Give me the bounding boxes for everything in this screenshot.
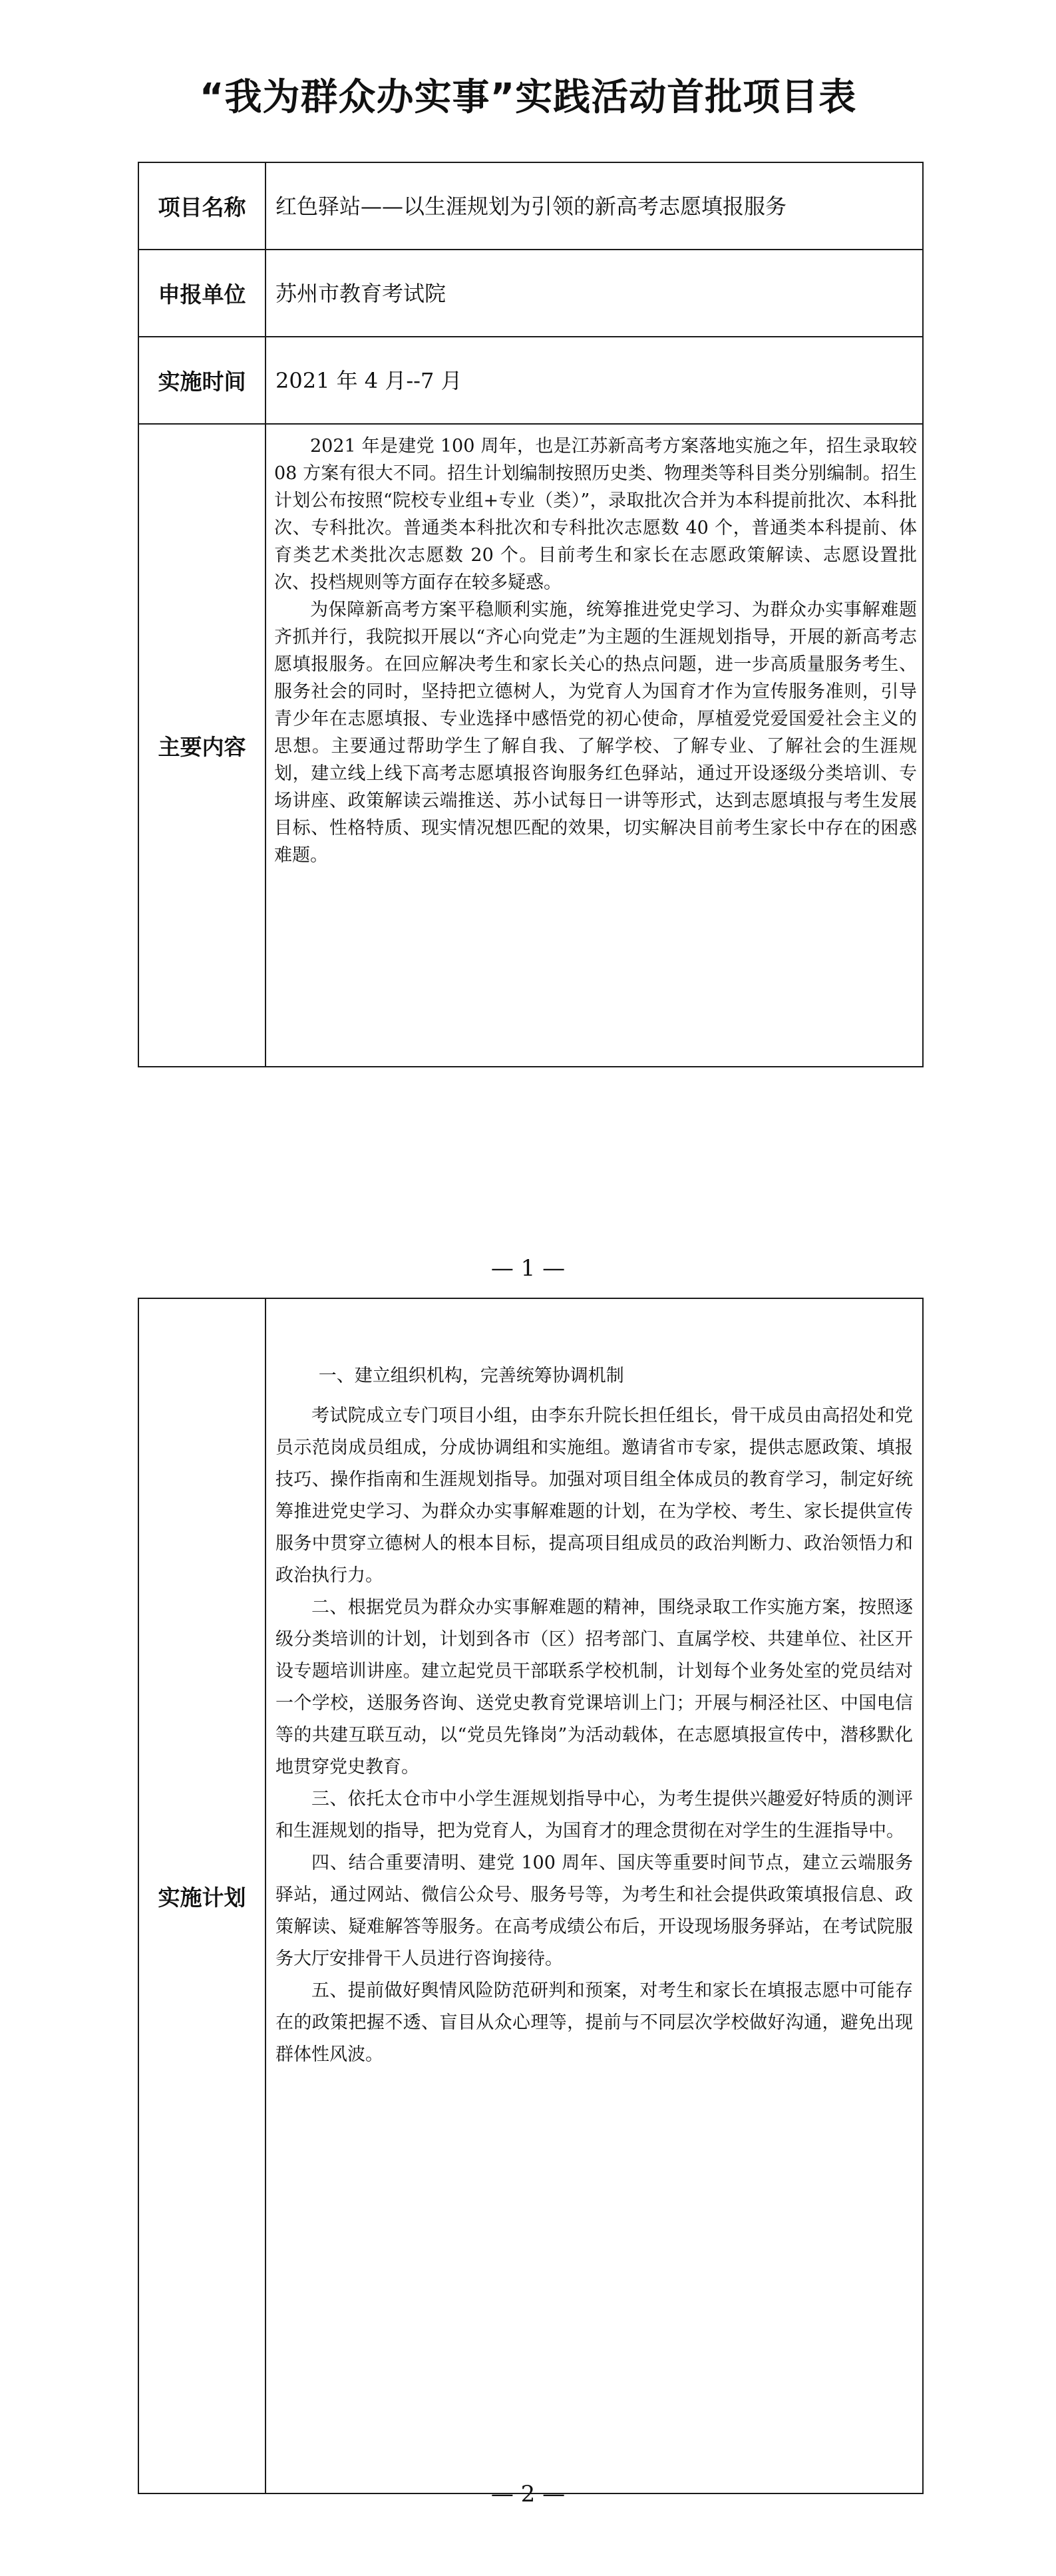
project-name-value: 红色驿站——以生涯规划为引领的新高考志愿填报服务 [265, 162, 923, 250]
plan-paragraph: 考试院成立专门项目小组，由李东升院长担任组长，骨干成员由高招处和党员示范岗成员组成，分成协调组和实施组。邀请省市专家，提供志愿政策、填报技巧、操作指南和生涯规划指导。加强对项目组全体成员的教育学习，制定好统筹推进党史学习、为群众办实事解难题的计划，在为学校、考生、家长提供宣传服务中贯穿立德树人的根本目标，提高项目组成员的政治判断力、政治领悟力和政治执行力。 [275, 1405, 913, 1586]
unit-label: 申报单位 [138, 250, 265, 337]
plan-label: 实施计划 [138, 1298, 265, 2493]
time-value: 2021 年 4 月--7 月 [265, 337, 923, 424]
row-unit [138, 250, 923, 337]
plan-heading: 一、建立组织机构，完善统筹协调机制 [318, 1366, 624, 1386]
time-label: 实施时间 [138, 337, 265, 424]
content-label: 主要内容 [138, 424, 265, 1067]
row-plan [138, 1298, 923, 2493]
project-table-page-1 [138, 162, 924, 1067]
project-name-label: 项目名称 [138, 162, 265, 250]
page-number: — 1 — [490, 1255, 566, 1282]
row-project-name [138, 162, 923, 250]
plan-paragraph: 三、依托太仓市中小学生涯规划指导中心，为考生提供兴趣爱好特质的测评和生涯规划的指导，把为党育人，为国育才的理念贯彻在对学生的生涯指导中。 [275, 1789, 913, 1841]
row-content [138, 424, 923, 1067]
content-value [265, 424, 923, 1067]
plan-value [265, 1298, 923, 2493]
plan-paragraph: 五、提前做好舆情风险防范研判和预案，对考生和家长在填报志愿中可能存在的政策把握不透、盲目从众心理等，提前与不同层次学校做好沟通，避免出现群体性风波。 [275, 1980, 913, 2065]
unit-value: 苏州市教育考试院 [265, 250, 923, 337]
plan-paragraph: 二、根据党员为群众办实事解难题的精神，围绕录取工作实施方案，按照逐级分类培训的计划，计划到各市（区）招考部门、直属学校、共建单位、社区开设专题培训讲座。建立起党员干部联系学校机制，计划每个业务处室的党员结对一个学校，送服务咨询、送党史教育党课培训上门；开展与桐泾社区、中国电信等的共建互联互动，以“党员先锋岗”为活动载体，在志愿填报宣传中，潜移默化地贯穿党史教育。 [275, 1597, 913, 1777]
project-table-page-2 [138, 1298, 924, 2494]
plan-paragraph: 四、结合重要清明、建党 100 周年、国庆等重要时间节点，建立云端服务驿站，通过网站、微信公众号、服务号等，为考生和社会提供政策填报信息、政策解读、疑难解答等服务。在高考成绩公布后，开设现场服务驿站，在考试院服务大厅安排骨干人员进行咨询接待。 [275, 1853, 913, 1969]
row-time [138, 337, 923, 424]
document-title: “我为群众办实事”实践活动首批项目表 [199, 76, 857, 119]
page-number: — 2 — [490, 2481, 566, 2507]
content-paragraph: 2021 年是建党 100 周年，也是江苏新高考方案落地实施之年，招生录取较 08 方案有很大不同。招生计划编制按照历史类、物理类等科目类分别编制。招生计划公布按照“院校专业组+专业（类）”，录取批次合并为本科提前批次、本科批次、专科批次。普通类本科批次和专科批次志愿数 40 个，普通类本科提前、体育类艺术类批次志愿数 20 个。目前考生和家长在志愿政策解读、志愿设置批次、投档规则等方面存在较多疑惑。 [274, 436, 917, 593]
content-paragraph: 为保障新高考方案平稳顺利实施，统筹推进党史学习、为群众办实事解难题齐抓并行，我院拟开展以“齐心向党走”为主题的生涯规划指导，开展的新高考志愿填报服务。在回应解决考生和家长关心的热点问题，进一步高质量服务考生、服务社会的同时，坚持把立德树人，为党育人为国育才作为宣传服务准则，引导青少年在志愿填报、专业选择中感悟党的初心使命，厚植爱党爱国爱社会主义的思想。主要通过帮助学生了解自我、了解学校、了解专业、了解社会的生涯规划，建立线上线下高考志愿填报咨询服务红色驿站，通过开设逐级分类培训、专场讲座、政策解读云端推送、苏小试每日一讲等形式，达到志愿填报与考生发展目标、性格特质、现实情况想匹配的效果，切实解决目前考生家长中存在的困惑难题。 [274, 600, 917, 866]
